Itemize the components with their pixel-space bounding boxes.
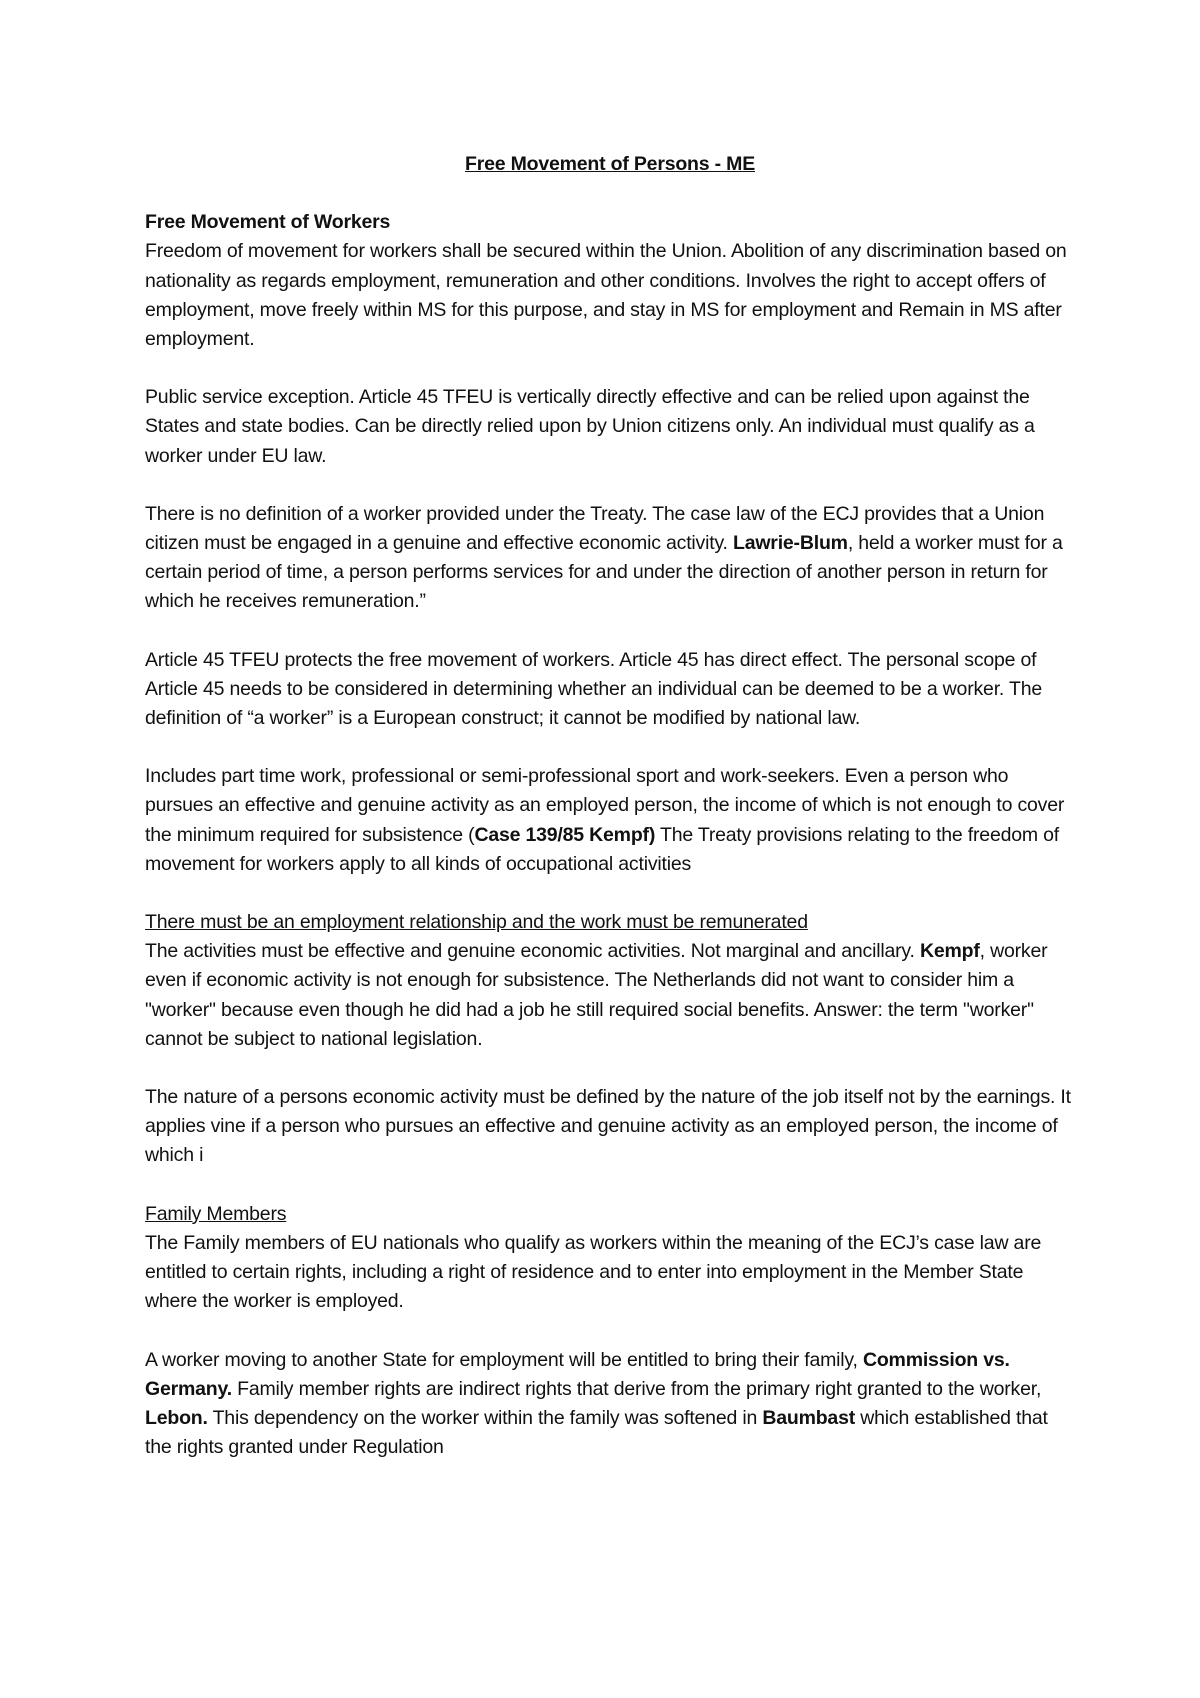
document-title: Free Movement of Persons - ME (464, 153, 755, 175)
section-heading-family-members: Family Members (145, 1202, 287, 1225)
paragraph-freedom-of-movement: Freedom of movement for workers shall be secured within the Union. Abolition of any discrimination based on nationality as regards employment, remuneration and other conditions. Involves the right to accept offers of employment, move freely within MS for this purpose, and stay in MS for employment and Remain in MS after employment. (145, 240, 1067, 351)
paragraph-text: , held a worker must for a certain period of time, a person performs services for and under the direction of another person in return for which he receives remuneration.” (145, 532, 1063, 613)
paragraph-text: The Treaty provisions relating to the freedom of movement for workers apply to all kinds of occupational activities (145, 823, 1060, 875)
paragraph-text: The activities must be effective and genuine economic activities. Not marginal and ancillary. (145, 940, 920, 963)
paragraph-nature-of-economic-activity: The nature of a persons economic activity must be defined by the nature of the job itself not by the earnings. It applies vine if a person who pursues an effective and genuine activity as an employed person, the income of which i (145, 1086, 1071, 1167)
paragraph-text: , worker even if economic activity is not enough for subsistence. The Netherlands did not want to consider him a "worker" because even though he did had a job he still required social benefits. Answer: the term "worker" cannot be subject to national legislation. (145, 940, 1048, 1050)
document-body (145, 150, 1075, 1491)
paragraph-effective-genuine-activities (145, 937, 1075, 1054)
paragraph-public-service-exception: Public service exception. Article 45 TFEU is vertically directly effective and can be relied upon against the States and state bodies. Can be directly relied upon by Union citizens only. An individual must qualify as a worker under EU law. (145, 386, 1035, 467)
section-heading-free-movement-of-workers: Free Movement of Workers (145, 211, 391, 234)
paragraph-text: Includes part time work, professional or semi-professional sport and work-seekers. Even a person who pursues an effective and genuine activity as an employed person, the income of which is not enough to cover the minimum required for subsistence ( (145, 765, 1065, 846)
paragraph-part-time-work (145, 762, 1075, 879)
case-name-kempf-139-85: Case 139/85 Kempf) (474, 823, 656, 846)
case-name-commission-vs-germany: Commission vs. Germany. (145, 1348, 1010, 1400)
section-heading-employment-relationship: There must be an employment relationship and the work must be remunerated (145, 911, 808, 934)
case-name-baumbast: Baumbast (762, 1406, 856, 1429)
paragraph-article-45: Article 45 TFEU protects the free movement of workers. Article 45 has direct effect. The personal scope of Article 45 needs to be considered in determining whether an individual can be deemed to be a worker. The definition of “a worker” is a European construct; it cannot be modified by national law. (145, 648, 1042, 730)
paragraph-worker-bring-family (145, 1346, 1075, 1463)
case-name-kempf: Kempf (919, 940, 980, 963)
paragraph-definition-of-worker (145, 500, 1075, 617)
paragraph-text: A worker moving to another State for employment will be entitled to bring their family, (145, 1348, 863, 1371)
paragraph-text: which established that the rights granted under Regulation (145, 1406, 1048, 1459)
paragraph-text: This dependency on the worker within the family was softened in (207, 1406, 763, 1429)
case-name-lawrie-blum: Lawrie-Blum (732, 532, 848, 555)
paragraph-family-members-rights: The Family members of EU nationals who qualify as workers within the meaning of the ECJ’s case law are entitled to certain rights, including a right of residence and to enter into employment in the Member State where the worker is employed. (145, 1231, 1042, 1313)
paragraph-text: Family member rights are indirect rights that derive from the primary right granted to the worker, (231, 1377, 1042, 1400)
paragraph-text: There is no definition of a worker provided under the Treaty. The case law of the ECJ provides that a Union citizen must be engaged in a genuine and effective economic activity. (145, 502, 1045, 555)
case-name-lebon: Lebon. (145, 1406, 208, 1429)
